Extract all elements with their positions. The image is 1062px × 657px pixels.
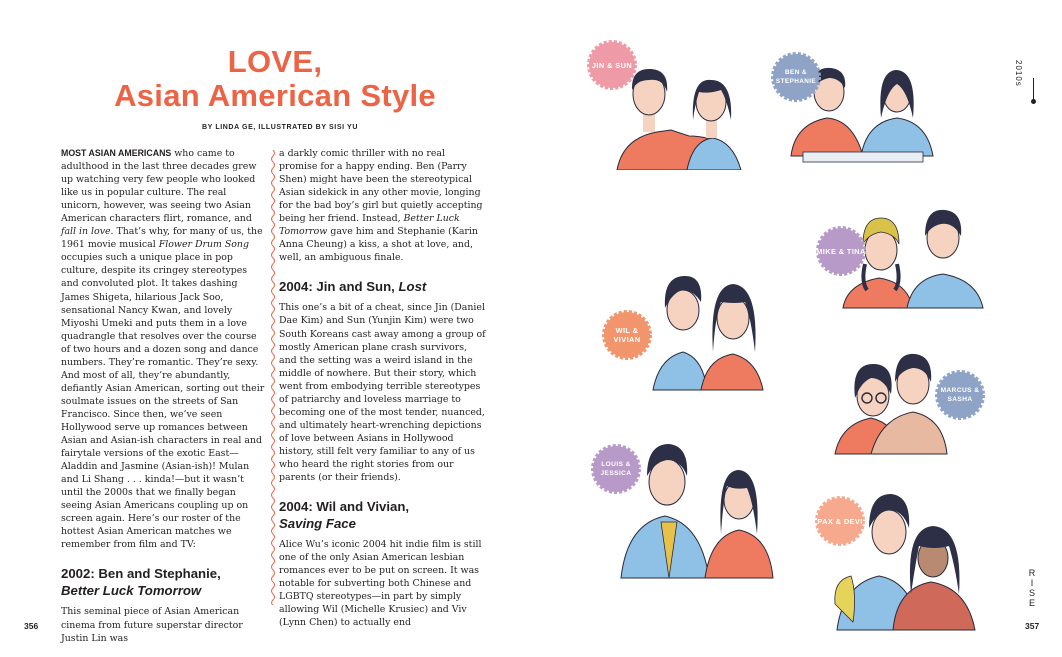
badge-marcus-sasha: MARCUS & SASHA	[935, 370, 985, 420]
page-number-right: 357	[1025, 621, 1040, 631]
section-heading-2002: 2002: Ben and Stephanie, Better Luck Tomorrow	[61, 566, 221, 599]
illustration-marcus-sasha	[831, 344, 951, 456]
title-line-2: Asian American Style	[114, 78, 436, 113]
article-title	[60, 45, 490, 113]
byline: BY LINDA GE, ILLUSTRATED BY SISI YU	[202, 124, 358, 131]
section-body-2002-cont: a darkly comic thriller with no real promise for a happy ending. Ben (Parry Shen) might have been the stereotypical Asian sidekick in any other movie, longing for the bad boy’s girl but quietly accepting being her friend. Instead, Better Luck Tomorrow gave him and Stephanie (Karin Anna Cheung) a kiss, a shot at love, and, well, an ambiguous finale.	[279, 148, 483, 264]
section-label: R I S E	[1028, 568, 1036, 608]
intro-paragraph: MOST ASIAN AMERICANS who came to adulthood in the last three decades grew up watching very few people who looked like us in popular culture. The real unicorn, however, was seeing two Asian American characters flirt, romance, and fall in love. That’s why, for many of us, the 1961 movie musical Flower Drum Song occupies such a unique place in pop culture, despite its cringey stereotypes and convoluted plot. It takes dashing James Shigeta, hilarious Jack Soo, sensational Nancy Kwan, and lovely Miyoshi Umeki and puts them in a love quadrangle that resolves over the course of two hours and a dozen song and dance numbers. They’re romantic. They’re sexy. And most of all, they’re abundantly, defiantly Asian American, sorting out their soulmate issues on the streets of San Francisco. Since then, we’ve seen Hollywood serve up romances between Asian and Asian-ish characters in real and fairytale versions of the exotic East—Aladdin and Jasmine (Asian-ish)! Mulan and Li Shang . . . kinda!—but it wasn’t until the 2000s that we finally began seeing Asian Americans coupling up on screen again. Here’s our roster of the hottest Asian American matches we remember from film and TV:	[61, 148, 265, 551]
lead-in: MOST ASIAN AMERICANS	[61, 148, 172, 158]
badge-mike-tina: MIKE & TINA	[816, 226, 866, 276]
badge-ben-stephanie: BEN & STEPHANIE	[771, 52, 821, 102]
section-body-2004-lost: This one’s a bit of a cheat, since Jin (Daniel Dae Kim) and Sun (Yunjin Kim) were two South Koreans cast away among a group of mostly American plane crash survivors, and the setting was a weird island in the middle of nowhere. But their story, which went from embodying terrible stereotypes of patriarchy and loveless marriage to becoming one of the most tender, nuanced, and ultimately heart-wrenching depictions of love between Asians in Hollywood history, still felt very familiar to any of us who heard the right stories from our parents (or their friends).	[279, 302, 486, 484]
page-number-left: 356	[24, 621, 39, 631]
badge-louis-jessica: LOUIS & JESSICA	[591, 444, 641, 494]
section-heading-2004-lost: 2004: Jin and Sun, Lost	[279, 279, 427, 295]
illustration-wil-vivian	[649, 262, 769, 392]
badge-jin-sun: JIN & SUN	[587, 40, 637, 90]
era-dot	[1031, 99, 1036, 104]
badge-wil-vivian: WIL & VIVIAN	[602, 310, 652, 360]
illustration-louis-jessica	[617, 430, 777, 580]
section-body-2004-saving-face: Alice Wu’s iconic 2004 hit indie film is still one of the only Asian American lesbian romances ever to be put on screen. It was notable for subverting both Chinese and LGBTQ stereotypes—in part by simply allowing Wil (Michelle Krusiec) and Viv (Lynn Chen) to actually end	[279, 539, 482, 629]
wavy-divider	[270, 150, 276, 605]
era-label: 2010s	[1014, 60, 1023, 87]
section-body-2002: This seminal piece of Asian American cinema from future superstar director Justin Lin was	[61, 606, 243, 644]
section-heading-2004-saving-face: 2004: Wil and Vivian, Saving Face	[279, 499, 410, 532]
column-1	[61, 147, 265, 645]
title-line-1: LOVE,	[227, 44, 323, 79]
badge-pax-devi: PAX & DEVI	[815, 496, 865, 546]
column-2	[279, 147, 486, 629]
era-rule	[1033, 78, 1034, 100]
right-page	[531, 0, 1062, 657]
